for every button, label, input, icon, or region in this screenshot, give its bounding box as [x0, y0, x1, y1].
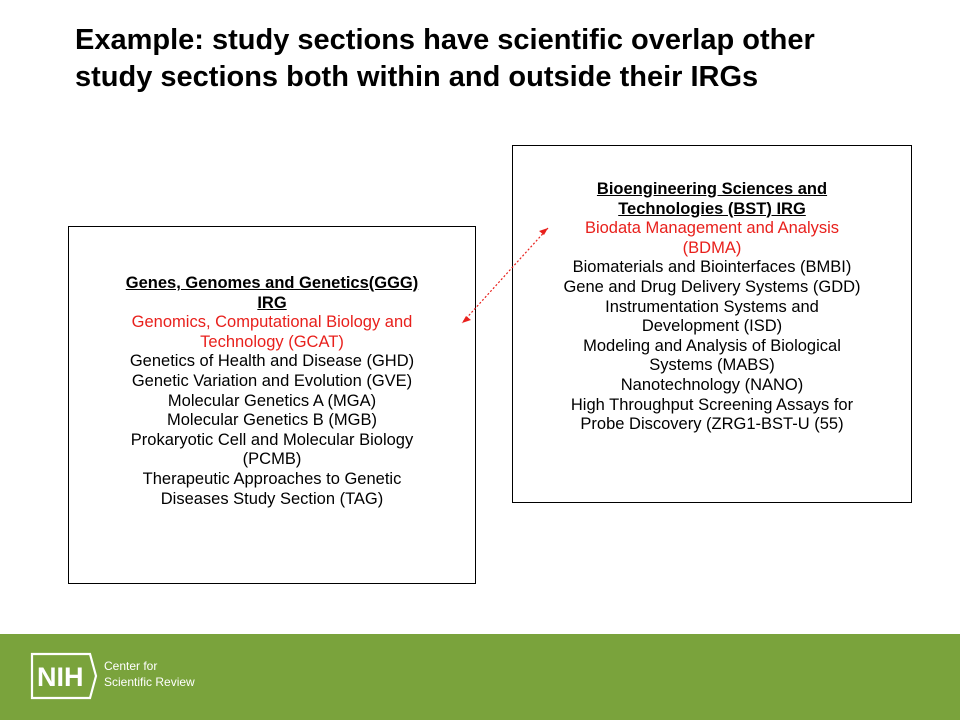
ggg-section-gve: Genetic Variation and Evolution (GVE) [131, 371, 413, 390]
overlap-arrowhead-bst [539, 228, 548, 235]
bst-section-zrg1-line1: High Throughput Screening Assays for [570, 395, 854, 414]
org-name [104, 658, 195, 690]
ggg-section-ghd: Genetics of Health and Disease (GHD) [129, 352, 415, 371]
slide-title: Example: study sections have scientific overlap other study sections both within and outside their IRGs [75, 24, 815, 93]
ggg-heading-line2: IRG [257, 293, 287, 312]
ggg-gcat-line2: Technology (GCAT) [200, 332, 344, 351]
bst-section-bmbi: Biomaterials and Biointerfaces (BMBI) [572, 258, 852, 277]
bst-heading-line2: Technologies (BST) IRG [618, 199, 806, 218]
nih-logo-icon [30, 651, 98, 701]
ggg-section-pcmb-line1: Prokaryotic Cell and Molecular Biology [130, 430, 414, 449]
footer-bar [0, 634, 960, 720]
overlap-arrowhead-ggg [462, 316, 471, 323]
bst-section-isd-line2: Development (ISD) [641, 317, 783, 336]
bst-section-isd-line1: Instrumentation Systems and [605, 297, 819, 316]
ggg-section-mgb: Molecular Genetics B (MGB) [167, 411, 377, 430]
ggg-section-pcmb-line2: (PCMB) [242, 450, 302, 469]
ggg-section-tag-line1: Therapeutic Approaches to Genetic [142, 469, 402, 488]
ggg-heading-line1: Genes, Genomes and Genetics(GGG) [125, 274, 419, 292]
org-name-line2: Scientific Review [104, 675, 195, 689]
bst-heading-line1: Bioengineering Sciences and [596, 180, 828, 198]
bst-section-mabs-line2: Systems (MABS) [649, 356, 775, 375]
bst-bdma-line1: Biodata Management and Analysis [584, 219, 840, 238]
bst-section-mabs-line1: Modeling and Analysis of Biological [583, 336, 841, 355]
ggg-section-tag-line2: Diseases Study Section (TAG) [160, 489, 384, 508]
bst-section-gdd: Gene and Drug Delivery Systems (GDD) [563, 277, 861, 296]
nih-logo-text: NIH [37, 662, 84, 692]
overlap-dashed-line [462, 228, 548, 323]
ggg-gcat-line1: Genomics, Computational Biology and [131, 313, 413, 332]
bst-section-nano: Nanotechnology (NANO) [620, 375, 804, 394]
bst-bdma-line2: (BDMA) [682, 238, 742, 257]
ggg-section-mga: Molecular Genetics A (MGA) [167, 391, 377, 410]
bst-section-zrg1-line2: Probe Discovery (ZRG1-BST-U (55) [580, 415, 844, 434]
org-name-line1: Center for [104, 659, 158, 673]
